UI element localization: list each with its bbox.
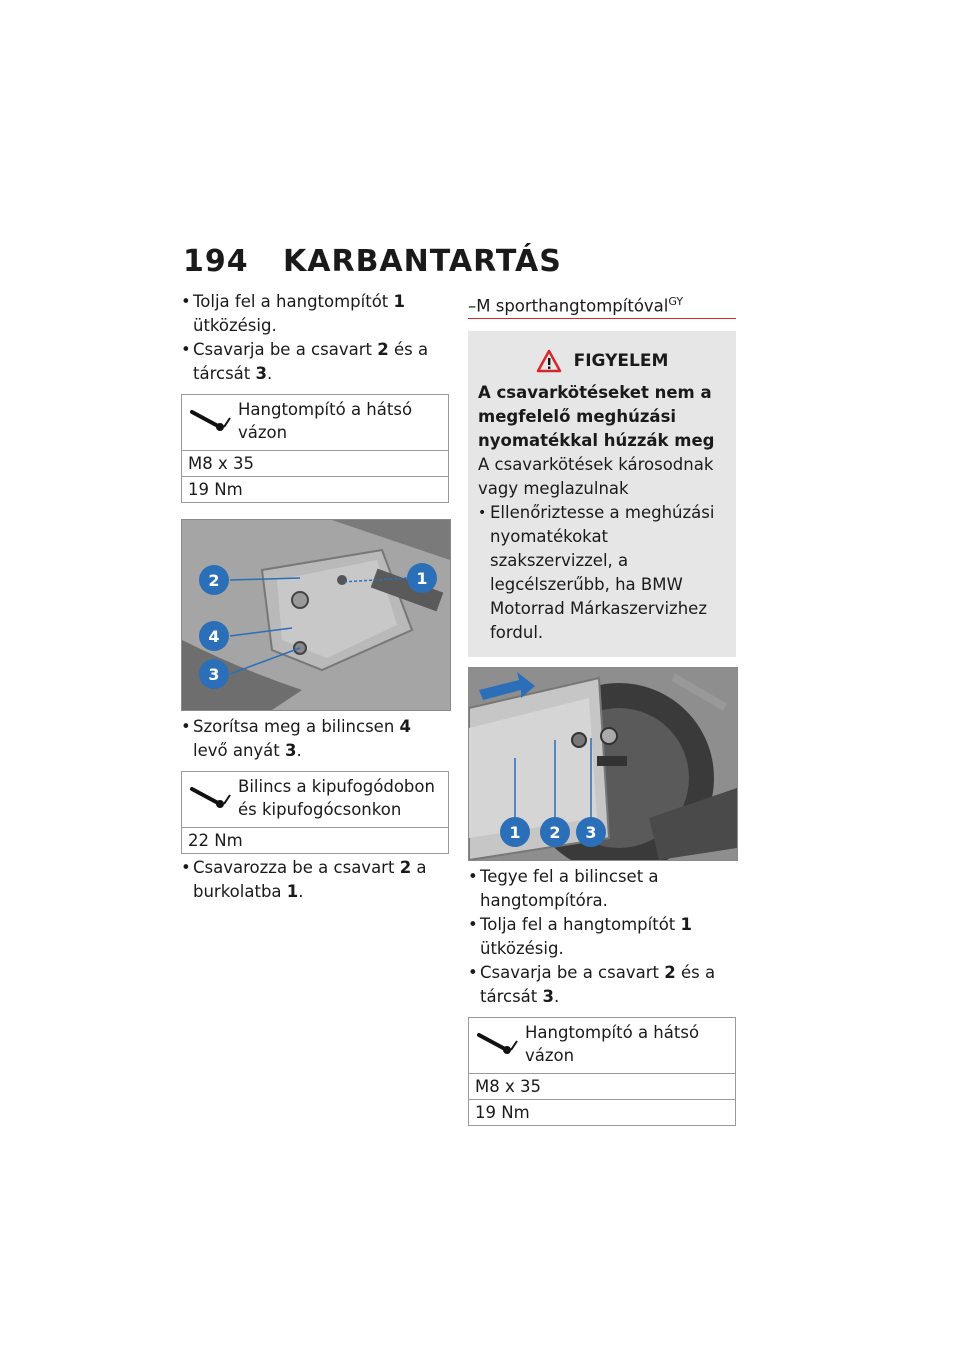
warning-triangle-icon [536,349,562,373]
page-number: 194 [183,244,249,279]
svg-text:3: 3 [585,823,597,842]
step-push-muffler: • Tolja fel a hangtompítót 1 ütközésig. [468,915,692,958]
spec-torque: 19 Nm [469,1099,735,1125]
svg-text:3: 3 [208,665,220,684]
spec-torque: 19 Nm [182,476,448,502]
callout-2 [540,817,570,847]
torque-spec-table [181,394,449,503]
warning-bullet: • Ellenőriztesse a meghúzási nyomatékokat szakszervizzel, a legcélszerűbb, ha BMW Motorrad Márkaszervizhez fordul. [478,503,715,642]
warning-box [468,331,736,657]
torque-wrench-icon [188,783,232,811]
callout-1 [500,817,530,847]
step-screw-cover: • Csavarozza be a csavart 2 a burkolatba 1. [181,858,427,901]
muffler-photo-1 [181,519,451,711]
spec-bolt-size: M8 x 35 [182,450,448,476]
spec-label: Bilincs a kipufogódobon és kipufogócsonkon [238,777,435,819]
torque-spec-table [468,1017,736,1126]
step-push-muffler: • Tolja fel a hangtompítót 1 ütközésig. [181,292,405,335]
right-column [468,290,736,1126]
warning-title: FIGYELEM [573,351,669,371]
callout-1 [407,563,437,593]
warning-headline: A csavarkötéseket nem a megfelelő meghúzási nyomatékkal húzzák meg [478,383,715,450]
page-header [183,244,562,284]
callout-3 [576,817,606,847]
torque-spec-table [181,771,449,854]
spec-bolt-size: M8 x 35 [469,1073,735,1099]
svg-text:1: 1 [509,823,521,842]
warning-text: A csavarkötések károsodnak vagy meglazulnak [478,455,714,498]
muffler-photo-2 [468,667,738,861]
callout-2 [199,565,229,595]
spec-label: Hangtompító a hátsó vázon [525,1023,700,1065]
spec-label: Hangtompító a hátsó vázon [238,400,413,442]
step-screw-bolt: • Csavarja be a csavart 2 és a tárcsát 3. [181,340,429,383]
svg-text:2: 2 [208,571,220,590]
svg-text:1: 1 [416,569,428,588]
step-screw-bolt: • Csavarja be a csavart 2 és a tárcsát 3. [468,963,716,1006]
torque-wrench-icon [188,406,232,434]
subsection-heading: –M sporthangtompítóval$^{GY}$ [468,290,736,319]
svg-text:4: 4 [208,627,220,646]
torque-wrench-icon [475,1029,519,1057]
callout-4 [199,621,229,651]
svg-text:2: 2 [549,823,561,842]
callout-3 [199,659,229,689]
spec-torque: 22 Nm [182,827,448,853]
step-fit-clamp: • Tegye fel a bilincset a hangtompítóra. [468,867,659,910]
step-tighten-clamp: • Szorítsa meg a bilincsen 4 levő anyát 3. [181,717,412,760]
left-column [181,290,449,904]
section-title: KARBANTARTÁS [283,244,562,279]
